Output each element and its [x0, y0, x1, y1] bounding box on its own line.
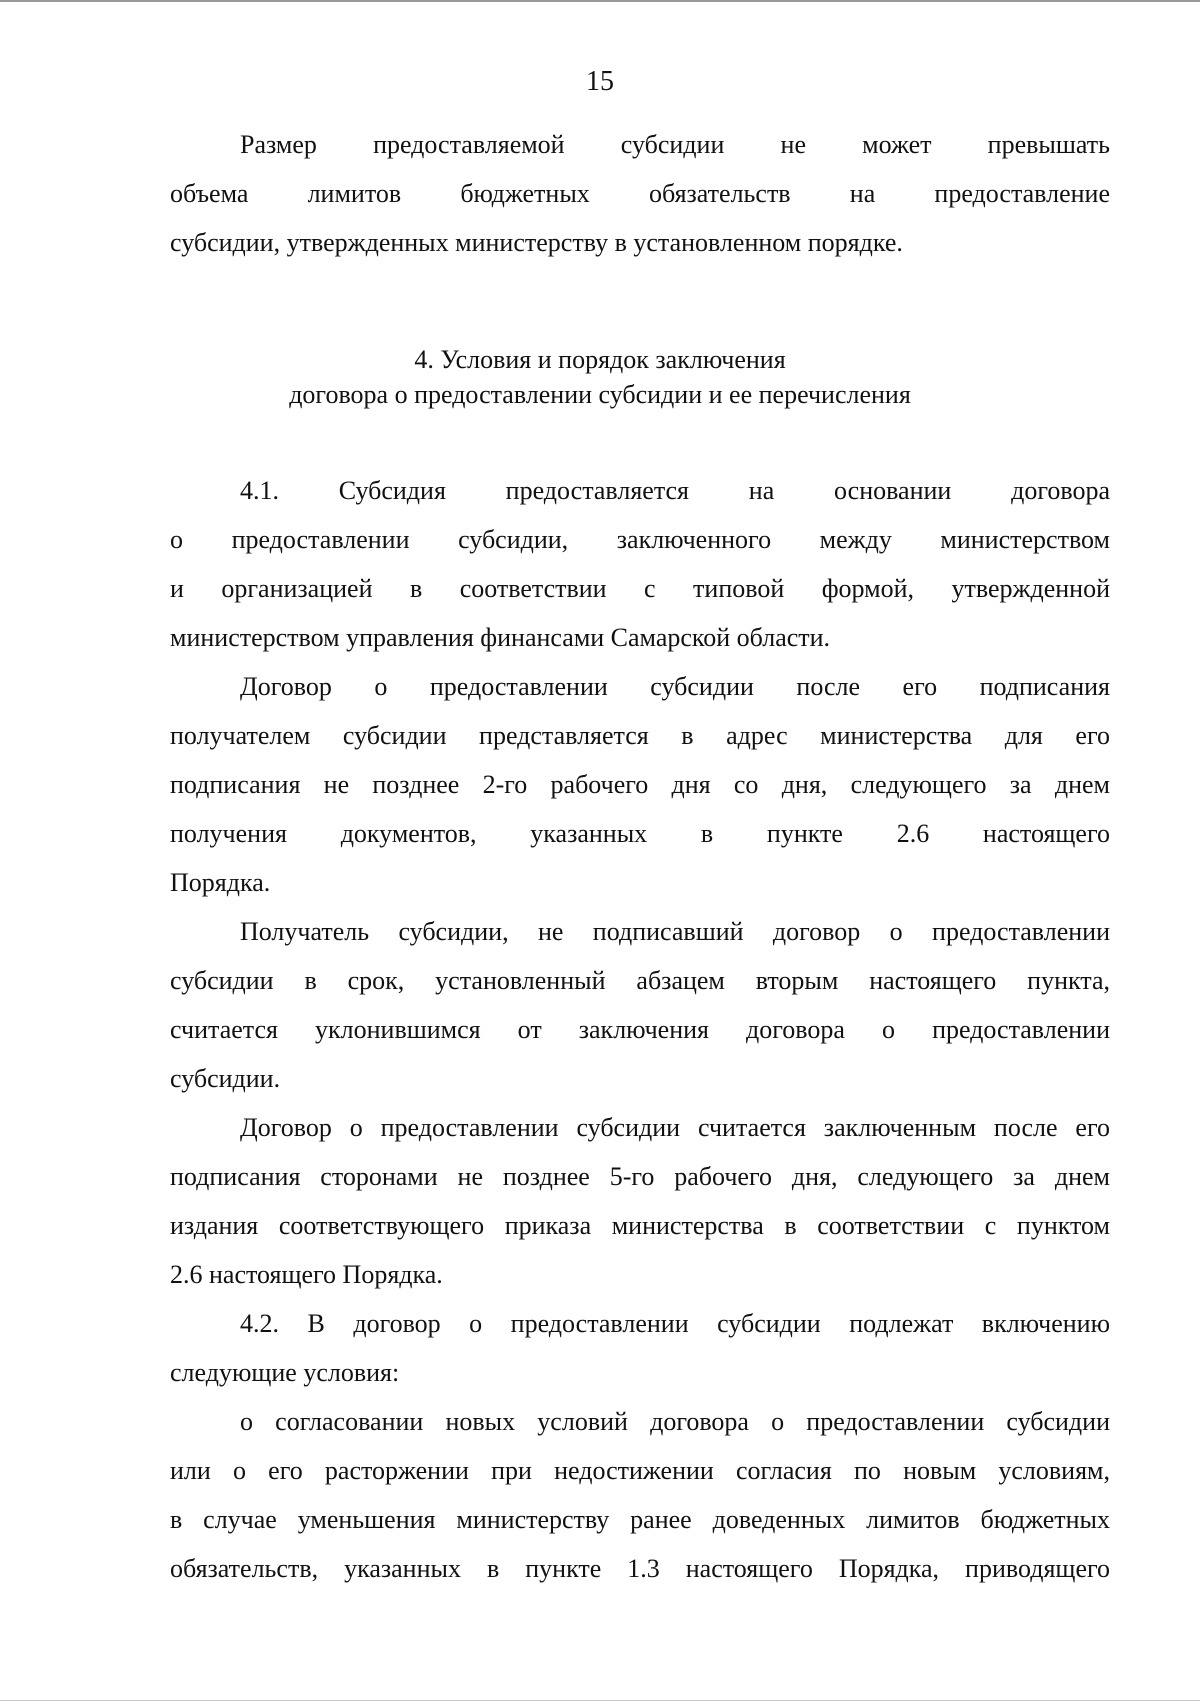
paragraph-line: получения документов, указанных в пункте 2.6 настоящего: [170, 819, 1110, 848]
paragraph-line: о согласовании новых условий договора о предоставлении субсидии: [240, 1407, 1110, 1436]
paragraph-line: Договор о предоставлении субсидии после его подписания: [240, 672, 1110, 701]
section-heading-line-2: договора о предоставлении субсидии и ее перечисления: [289, 380, 911, 409]
scan-edge-top: [0, 0, 1200, 2]
paragraph-line: министерством управления финансами Самарской области.: [170, 623, 831, 652]
paragraph-line: Получатель субсидии, не подписавший договор о предоставлении: [240, 917, 1110, 946]
paragraph-line: подписания сторонами не позднее 5-го рабочего дня, следующего за днем: [170, 1162, 1110, 1191]
paragraph-line: субсидии в срок, установленный абзацем вторым настоящего пункта,: [170, 966, 1110, 995]
section-heading-line-1: 4. Условия и порядок заключения: [414, 345, 786, 374]
paragraph-line: считается уклонившимся от заключения договора о предоставлении: [170, 1015, 1110, 1044]
paragraph-line: 4.2. В договор о предоставлении субсидии подлежат включению: [240, 1309, 1110, 1338]
paragraph-line: 4.1. Субсидия предоставляется на основании договора: [240, 476, 1110, 505]
paragraph-line: Порядка.: [170, 868, 271, 897]
paragraph-line: субсидии.: [170, 1064, 281, 1093]
page-number: 15: [586, 66, 614, 97]
paragraph-line: 2.6 настоящего Порядка.: [170, 1260, 443, 1289]
intro-line: объема лимитов бюджетных обязательств на предоставление: [170, 179, 1110, 208]
intro-line: Размер предоставляемой субсидии не может превышать: [240, 130, 1110, 159]
scan-edge-bottom: [0, 1700, 1200, 1701]
paragraph-line: получателем субсидии представляется в адрес министерства для его: [170, 721, 1110, 750]
paragraph-line: о предоставлении субсидии, заключенного между министерством: [170, 525, 1110, 554]
paragraph-line: Договор о предоставлении субсидии считается заключенным после его: [240, 1113, 1110, 1142]
intro-line: субсидии, утвержденных министерству в установленном порядке.: [170, 228, 903, 257]
paragraph-line: обязательств, указанных в пункте 1.3 настоящего Порядка, приводящего: [170, 1554, 1110, 1583]
paragraph-line: в случае уменьшения министерству ранее доведенных лимитов бюджетных: [170, 1505, 1110, 1534]
paragraph-line: или о его расторжении при недостижении согласия по новым условиям,: [170, 1456, 1110, 1485]
paragraph-line: подписания не позднее 2-го рабочего дня со дня, следующего за днем: [170, 770, 1110, 799]
paragraph-line: следующие условия:: [170, 1358, 400, 1387]
paragraph-line: издания соответствующего приказа министерства в соответствии с пунктом: [170, 1211, 1110, 1240]
paragraph-line: и организацией в соответствии с типовой формой, утвержденной: [170, 574, 1110, 603]
